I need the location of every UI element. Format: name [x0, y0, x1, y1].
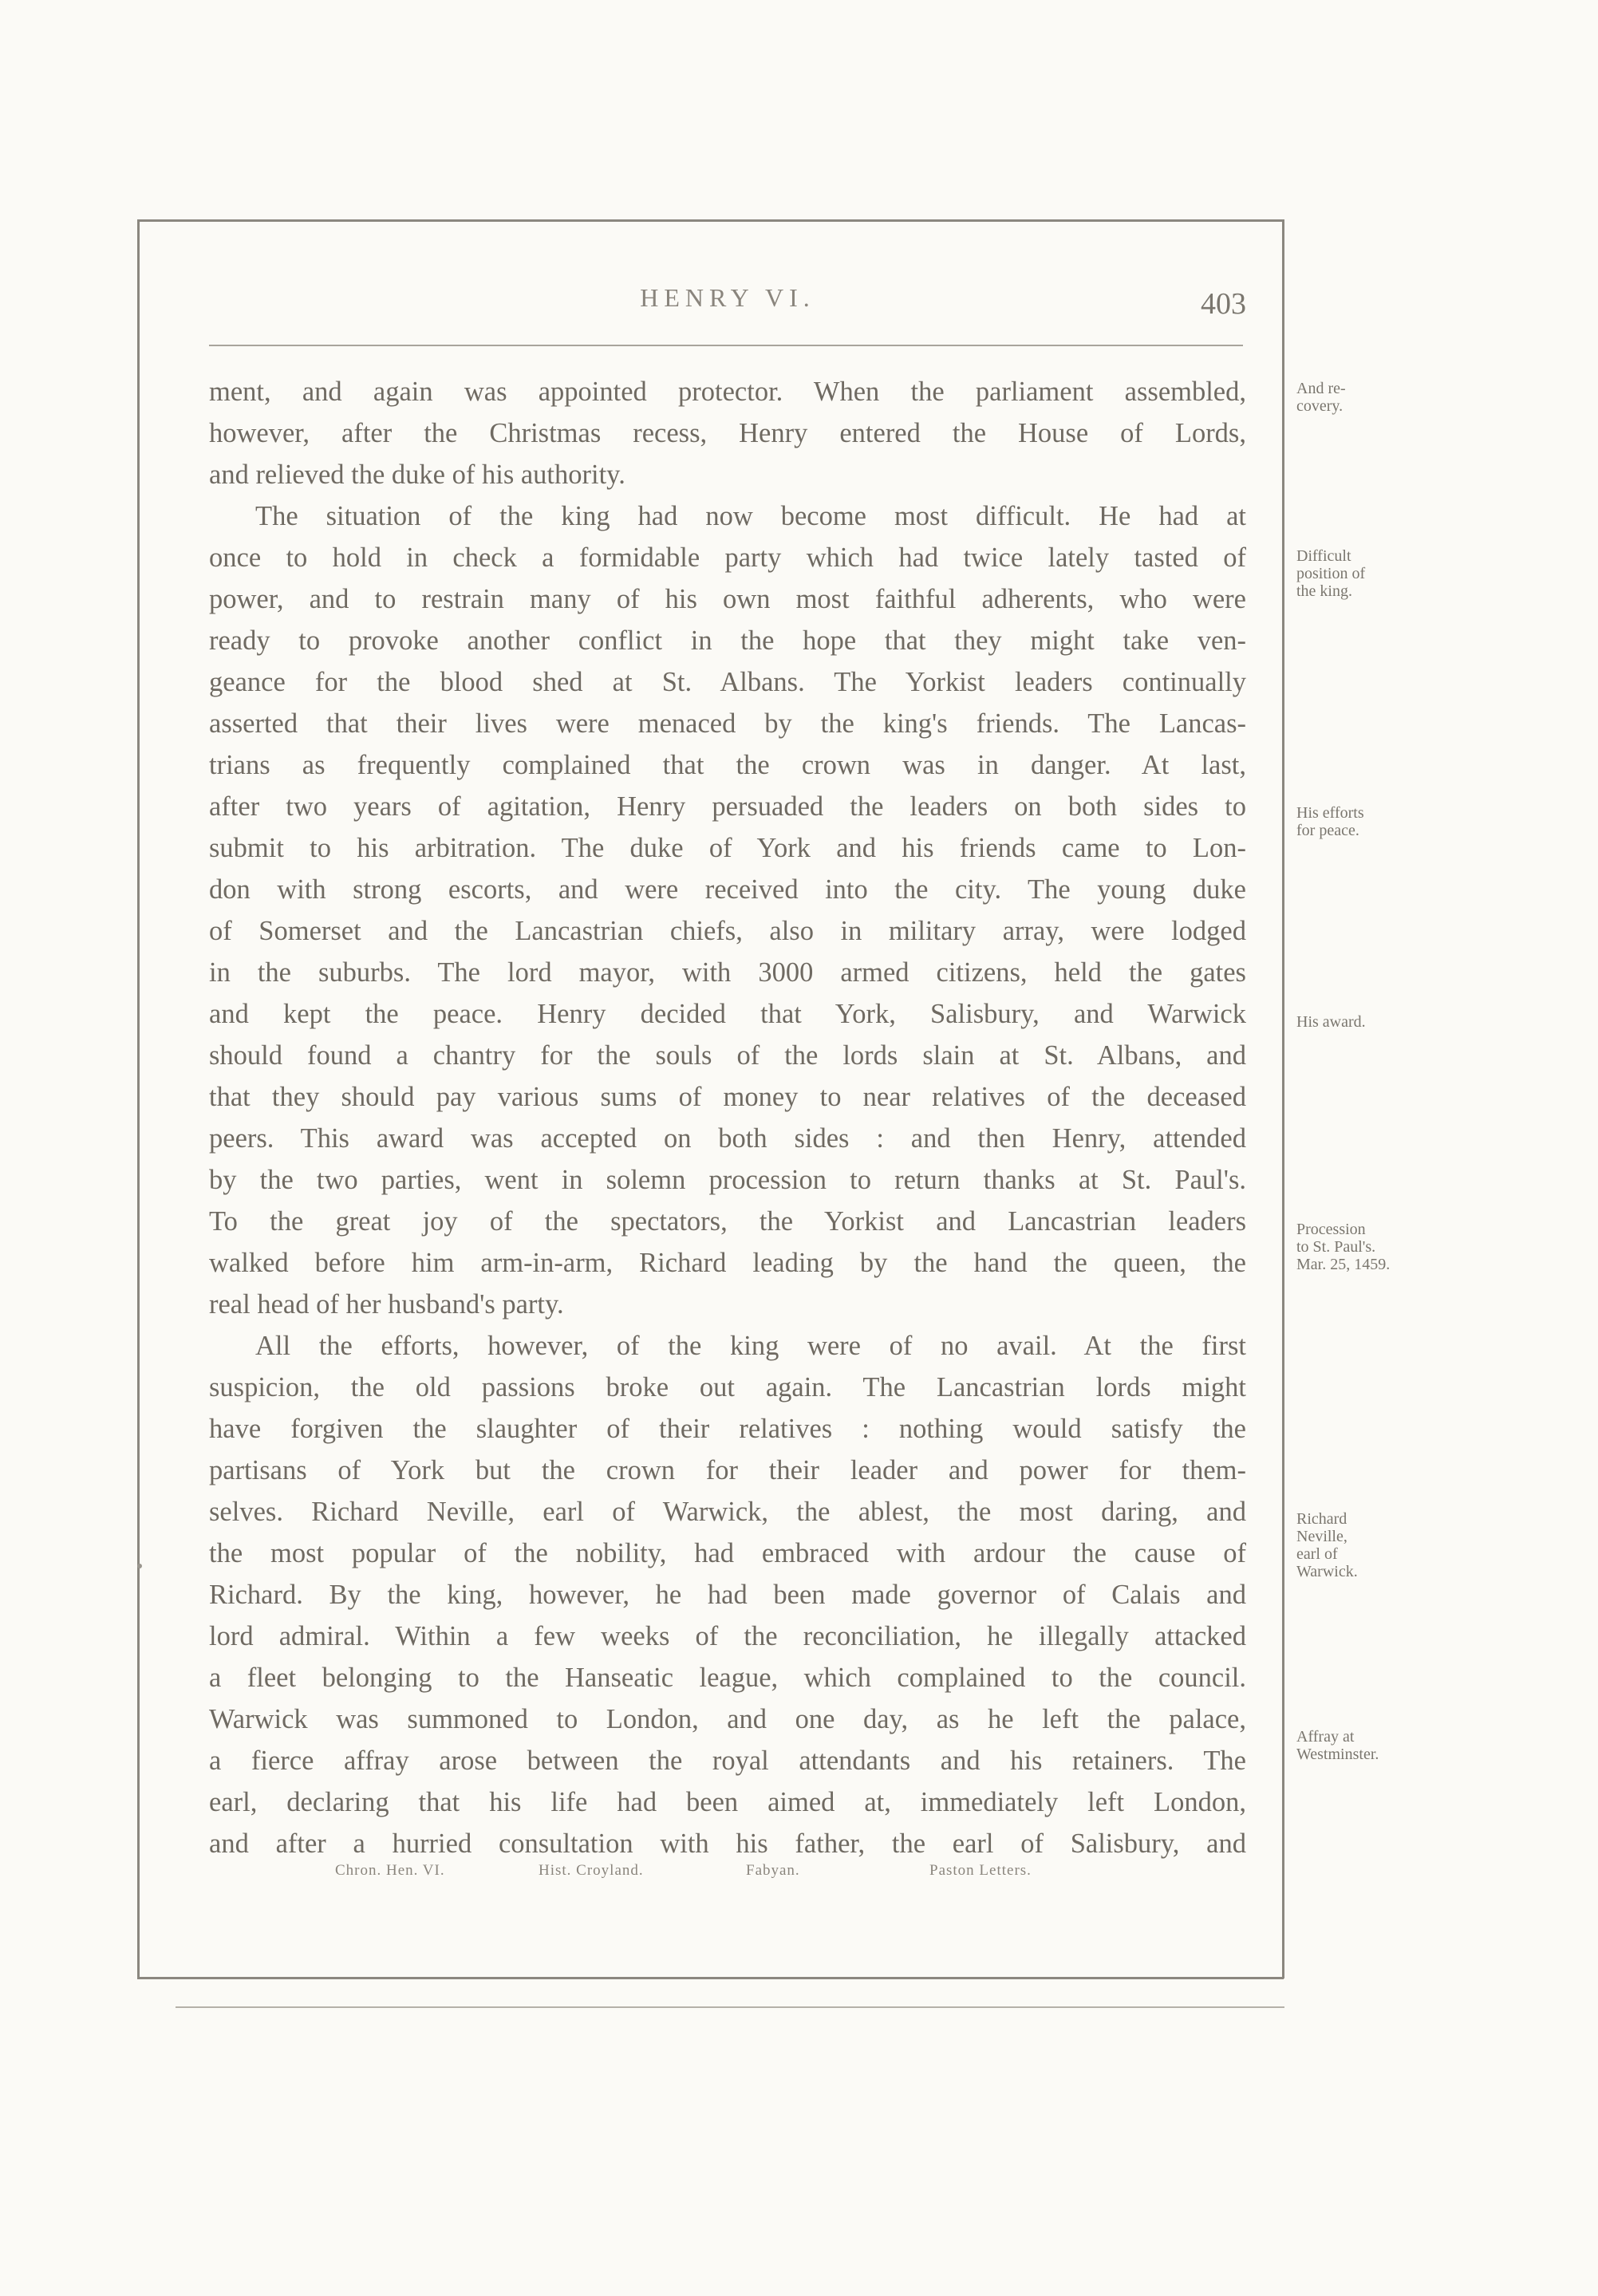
- text-line: Richard. By the king, however, he had been made governor of Calais and: [209, 1580, 1246, 1610]
- margin-note-line: And re-: [1296, 380, 1346, 397]
- stray-mark: [137, 1564, 142, 1568]
- header-rule: [209, 345, 1243, 346]
- text-line: real head of her husband's party.: [209, 1289, 564, 1320]
- source-reference: Hist. Croyland.: [539, 1862, 644, 1879]
- text-line: peers. This award was accepted on both sides : and then Henry, attended: [209, 1123, 1246, 1154]
- margin-note-award: [1296, 1013, 1440, 1031]
- margin-note-line: for peace.: [1296, 822, 1359, 839]
- margin-note-line: His efforts: [1296, 804, 1364, 822]
- text-line: once to hold in check a formidable party which had twice lately tasted of: [209, 542, 1246, 573]
- text-line: power, and to restrain many of his own most faithful adherents, who were: [209, 584, 1246, 614]
- text-line: ment, and again was appointed protector. When the parliament assembled,: [209, 377, 1246, 407]
- running-head: HENRY VI.: [640, 283, 815, 312]
- text-line: geance for the blood shed at St. Albans. The Yorkist leaders continually: [209, 667, 1246, 697]
- margin-note-line: Procession: [1296, 1221, 1366, 1238]
- text-line: earl, declaring that his life had been aimed at, immediately left London,: [209, 1787, 1246, 1817]
- text-line: ready to provoke another conflict in the hope that they might take ven-: [209, 625, 1246, 656]
- text-line: selves. Richard Neville, earl of Warwick, the ablest, the most daring, and: [209, 1497, 1246, 1527]
- text-line: All the efforts, however, of the king were of no avail. At the first: [255, 1331, 1246, 1361]
- margin-note-line: His award.: [1296, 1013, 1366, 1031]
- source-reference: Fabyan.: [746, 1862, 800, 1879]
- text-line: don with strong escorts, and were received into the city. The young duke: [209, 874, 1246, 905]
- text-line: a fleet belonging to the Hanseatic league, which complained to the council.: [209, 1663, 1246, 1693]
- text-line: partisans of York but the crown for their leader and power for them-: [209, 1455, 1246, 1485]
- margin-note-line: Westminster.: [1296, 1746, 1379, 1763]
- text-line: in the suburbs. The lord mayor, with 3000 armed citizens, held the gates: [209, 957, 1246, 988]
- source-reference: Chron. Hen. VI.: [335, 1862, 445, 1879]
- margin-note-affray: [1296, 1728, 1440, 1763]
- text-line: trians as frequently complained that the crown was in danger. At last,: [209, 750, 1246, 780]
- text-line: have forgiven the slaughter of their relatives : nothing would satisfy the: [209, 1414, 1246, 1444]
- margin-note-line: covery.: [1296, 397, 1344, 415]
- text-line: asserted that their lives were menaced by the king's friends. The Lancas-: [209, 708, 1246, 739]
- text-line: walked before him arm-in-arm, Richard leading by the hand the queen, the: [209, 1248, 1246, 1278]
- margin-note-line: the king.: [1296, 582, 1352, 600]
- margin-note-richard-neville: [1296, 1510, 1440, 1580]
- page-number: 403: [1201, 287, 1246, 321]
- text-line: that they should pay various sums of money to near relatives of the deceased: [209, 1082, 1246, 1112]
- margin-note-line: Difficult: [1296, 547, 1351, 565]
- text-line: the most popular of the nobility, had embraced with ardour the cause of: [209, 1538, 1246, 1568]
- source-reference: Paston Letters.: [929, 1862, 1032, 1879]
- page-frame-top: [137, 219, 1284, 222]
- text-line: should found a chantry for the souls of the lords slain at St. Albans, and: [209, 1040, 1246, 1071]
- margin-note-line: position of: [1296, 565, 1366, 582]
- margin-note-line: Warwick.: [1296, 1563, 1358, 1580]
- page-header: [209, 275, 1246, 339]
- text-line: after two years of agitation, Henry persuaded the leaders on both sides to: [209, 791, 1246, 822]
- margin-note-line: Affray at: [1296, 1728, 1355, 1746]
- text-line: by the two parties, went in solemn procession to return thanks at St. Paul's.: [209, 1165, 1246, 1195]
- text-line: a fierce affray arose between the royal attendants and his retainers. The: [209, 1746, 1246, 1776]
- text-line: and kept the peace. Henry decided that York, Salisbury, and Warwick: [209, 999, 1246, 1029]
- margin-note-recovery: [1296, 380, 1440, 415]
- margin-note-procession: [1296, 1221, 1440, 1273]
- page-frame-right: [1282, 219, 1284, 1978]
- margin-note-line: Neville,: [1296, 1528, 1347, 1545]
- margin-note-line: Richard: [1296, 1510, 1347, 1528]
- text-line: and relieved the duke of his authority.: [209, 460, 625, 490]
- page-frame-bottom-shadow: [176, 2006, 1284, 2008]
- margin-note-efforts-for-peace: [1296, 804, 1440, 839]
- text-line: submit to his arbitration. The duke of York and his friends came to Lon-: [209, 833, 1246, 863]
- text-line: of Somerset and the Lancastrian chiefs, also in military array, were lodged: [209, 916, 1246, 946]
- page-frame-bottom: [137, 1977, 1284, 1979]
- margin-note-line: Mar. 25, 1459.: [1296, 1256, 1391, 1273]
- text-line: The situation of the king had now become most difficult. He had at: [255, 501, 1246, 531]
- text-line: suspicion, the old passions broke out again. The Lancastrian lords might: [209, 1372, 1246, 1402]
- page-frame-left: [137, 219, 140, 1978]
- text-line: and after a hurried consultation with his father, the earl of Salisbury, and: [209, 1829, 1246, 1859]
- margin-note-difficult-position: [1296, 547, 1440, 600]
- text-line: however, after the Christmas recess, Henry entered the House of Lords,: [209, 418, 1246, 448]
- text-line: To the great joy of the spectators, the Yorkist and Lancastrian leaders: [209, 1206, 1246, 1237]
- text-line: lord admiral. Within a few weeks of the reconciliation, he illegally attacked: [209, 1621, 1246, 1651]
- margin-note-line: earl of: [1296, 1545, 1338, 1563]
- margin-note-line: to St. Paul's.: [1296, 1238, 1376, 1256]
- text-line: Warwick was summoned to London, and one day, as he left the palace,: [209, 1704, 1246, 1734]
- body-text: [209, 371, 1246, 1864]
